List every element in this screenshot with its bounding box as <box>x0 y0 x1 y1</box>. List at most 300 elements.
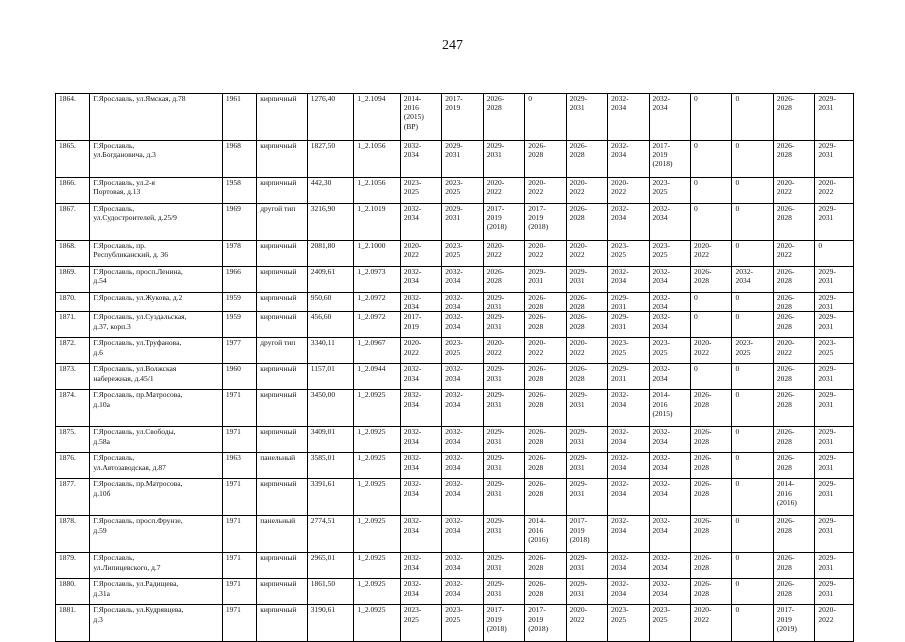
period-cell-5: 2029- 2031 <box>566 427 607 453</box>
period-cell-3: 2029- 2031 <box>483 390 524 427</box>
period-cell-10: 2026- 2028 <box>773 141 814 178</box>
period-cell-11: 2020- 2022 <box>815 178 854 204</box>
row-number-cell: 1878. <box>56 516 90 553</box>
period-cell-1: 2032- 2034 <box>400 390 441 427</box>
address-cell: Г.Ярославль, ул.Свободы, д.58а <box>90 427 222 453</box>
housing-registry-table <box>55 93 854 642</box>
code-cell: 1_2.0925 <box>354 390 401 427</box>
period-cell-9: 0 <box>732 605 773 642</box>
period-cell-11: 2029- 2031 <box>815 141 854 178</box>
period-cell-8: 2020- 2022 <box>691 241 732 267</box>
year-cell: 1971 <box>222 605 256 642</box>
period-cell-11: 2029- 2031 <box>815 427 854 453</box>
wall-type-cell: кирпичный <box>257 553 308 579</box>
period-cell-11: 2029- 2031 <box>815 267 854 293</box>
period-cell-6: 2032- 2034 <box>608 427 649 453</box>
period-cell-6: 2032- 2034 <box>608 141 649 178</box>
period-cell-4: 2026- 2028 <box>525 312 566 338</box>
period-cell-10: 2026- 2028 <box>773 516 814 553</box>
period-cell-7: 2032- 2034 <box>649 312 690 338</box>
row-number-cell: 1880. <box>56 579 90 605</box>
period-cell-1: 2020- 2022 <box>400 241 441 267</box>
code-cell: 1_2.0967 <box>354 338 401 364</box>
year-cell: 1959 <box>222 293 256 312</box>
period-cell-5: 2020- 2022 <box>566 178 607 204</box>
table-row <box>56 553 854 579</box>
year-cell: 1963 <box>222 453 256 479</box>
period-cell-10: 2026- 2028 <box>773 293 814 312</box>
period-cell-4: 2020- 2022 <box>525 241 566 267</box>
period-cell-5: 2029- 2031 <box>566 94 607 141</box>
year-cell: 1971 <box>222 390 256 427</box>
period-cell-5: 2029- 2031 <box>566 390 607 427</box>
period-cell-7: 2032- 2034 <box>649 479 690 516</box>
period-cell-1: 2014- 2016 (2015) (ВР) <box>400 94 441 141</box>
period-cell-3: 2029- 2031 <box>483 553 524 579</box>
code-cell: 1_2.1000 <box>354 241 401 267</box>
period-cell-4: 2026- 2028 <box>525 427 566 453</box>
row-number-cell: 1874. <box>56 390 90 427</box>
period-cell-2: 2032- 2034 <box>442 553 483 579</box>
period-cell-7: 2032- 2034 <box>649 94 690 141</box>
period-cell-5: 2017- 2019 (2018) <box>566 516 607 553</box>
table-row <box>56 516 854 553</box>
period-cell-7: 2023- 2025 <box>649 338 690 364</box>
period-cell-10: 2026- 2028 <box>773 390 814 427</box>
code-cell: 1_2.1056 <box>354 178 401 204</box>
period-cell-4: 2017- 2019 (2018) <box>525 605 566 642</box>
table-row <box>56 267 854 293</box>
area-cell: 3450,00 <box>307 390 354 427</box>
table-row <box>56 338 854 364</box>
period-cell-3: 2029- 2031 <box>483 579 524 605</box>
code-cell: 1_2.0925 <box>354 479 401 516</box>
area-cell: 2774,51 <box>307 516 354 553</box>
period-cell-3: 2029- 2031 <box>483 516 524 553</box>
period-cell-7: 2032- 2034 <box>649 453 690 479</box>
table-row <box>56 204 854 241</box>
period-cell-7: 2032- 2034 <box>649 579 690 605</box>
period-cell-7: 2023- 2025 <box>649 241 690 267</box>
period-cell-7: 2017- 2019 (2018) <box>649 141 690 178</box>
period-cell-6: 2029- 2031 <box>608 364 649 390</box>
period-cell-11: 2020- 2022 <box>815 605 854 642</box>
table-row <box>56 364 854 390</box>
address-cell: Г.Ярославль, ул.Жукова, д.2 <box>90 293 222 312</box>
period-cell-11: 2023- 2025 <box>815 338 854 364</box>
year-cell: 1971 <box>222 553 256 579</box>
period-cell-1: 2032- 2034 <box>400 553 441 579</box>
address-cell: Г.Ярославль, пр.Матросова, д.10б <box>90 479 222 516</box>
period-cell-11: 2029- 2031 <box>815 553 854 579</box>
period-cell-3: 2029- 2031 <box>483 364 524 390</box>
period-cell-3: 2026- 2028 <box>483 94 524 141</box>
period-cell-10: 2014- 2016 (2016) <box>773 479 814 516</box>
area-cell: 3190,61 <box>307 605 354 642</box>
period-cell-8: 0 <box>691 293 732 312</box>
period-cell-3: 2026- 2028 <box>483 267 524 293</box>
period-cell-7: 2032- 2034 <box>649 516 690 553</box>
area-cell: 456,60 <box>307 312 354 338</box>
period-cell-9: 0 <box>732 390 773 427</box>
period-cell-8: 2026- 2028 <box>691 390 732 427</box>
area-cell: 1861,50 <box>307 579 354 605</box>
code-cell: 1_2.1094 <box>354 94 401 141</box>
period-cell-2: 2023- 2025 <box>442 178 483 204</box>
period-cell-5: 2029- 2031 <box>566 553 607 579</box>
row-number-cell: 1867. <box>56 204 90 241</box>
period-cell-8: 2020- 2022 <box>691 605 732 642</box>
period-cell-7: 2032- 2034 <box>649 204 690 241</box>
period-cell-2: 2032- 2034 <box>442 364 483 390</box>
period-cell-2: 2023- 2025 <box>442 338 483 364</box>
year-cell: 1958 <box>222 178 256 204</box>
period-cell-6: 2032- 2034 <box>608 204 649 241</box>
address-cell: Г.Ярославль, ул.Волжская набережная, д.45/1 <box>90 364 222 390</box>
period-cell-11: 2029- 2031 <box>815 579 854 605</box>
address-cell: Г.Ярославль, ул.Богдановича, д.3 <box>90 141 222 178</box>
period-cell-2: 2032- 2034 <box>442 516 483 553</box>
period-cell-6: 2032- 2034 <box>608 579 649 605</box>
row-number-cell: 1872. <box>56 338 90 364</box>
period-cell-1: 2023- 2025 <box>400 178 441 204</box>
period-cell-7: 2014- 2016 (2015) <box>649 390 690 427</box>
period-cell-1: 2032- 2034 <box>400 293 441 312</box>
area-cell: 3409,01 <box>307 427 354 453</box>
row-number-cell: 1868. <box>56 241 90 267</box>
code-cell: 1_2.0925 <box>354 453 401 479</box>
code-cell: 1_2.0972 <box>354 293 401 312</box>
area-cell: 442,30 <box>307 178 354 204</box>
address-cell: Г.Ярославль, ул.Липицевского, д.7 <box>90 553 222 579</box>
period-cell-6: 2032- 2034 <box>608 479 649 516</box>
period-cell-10: 2020- 2022 <box>773 178 814 204</box>
period-cell-3: 2029- 2031 <box>483 293 524 312</box>
wall-type-cell: кирпичный <box>257 293 308 312</box>
period-cell-4: 2014- 2016 (2016) <box>525 516 566 553</box>
area-cell: 3391,61 <box>307 479 354 516</box>
area-cell: 1157,01 <box>307 364 354 390</box>
code-cell: 1_2.1019 <box>354 204 401 241</box>
row-number-cell: 1869. <box>56 267 90 293</box>
period-cell-11: 2029- 2031 <box>815 94 854 141</box>
table-row <box>56 94 854 141</box>
address-cell: Г.Ярославль, ул.Труфанова, д.6 <box>90 338 222 364</box>
table-row <box>56 390 854 427</box>
area-cell: 950,60 <box>307 293 354 312</box>
period-cell-2: 2029- 2031 <box>442 204 483 241</box>
period-cell-9: 0 <box>732 312 773 338</box>
period-cell-6: 2020- 2022 <box>608 178 649 204</box>
period-cell-4: 2017- 2019 (2018) <box>525 204 566 241</box>
period-cell-6: 2032- 2034 <box>608 553 649 579</box>
table-row <box>56 178 854 204</box>
year-cell: 1969 <box>222 204 256 241</box>
area-cell: 3216,90 <box>307 204 354 241</box>
wall-type-cell: кирпичный <box>257 479 308 516</box>
period-cell-4: 2026- 2028 <box>525 141 566 178</box>
period-cell-3: 2017- 2019 (2018) <box>483 204 524 241</box>
area-cell: 3585,01 <box>307 453 354 479</box>
period-cell-4: 2026- 2028 <box>525 553 566 579</box>
code-cell: 1_2.0944 <box>354 364 401 390</box>
period-cell-8: 2026- 2028 <box>691 267 732 293</box>
area-cell: 2965,01 <box>307 553 354 579</box>
period-cell-2: 2023- 2025 <box>442 241 483 267</box>
year-cell: 1978 <box>222 241 256 267</box>
period-cell-11: 2029- 2031 <box>815 479 854 516</box>
row-number-cell: 1877. <box>56 479 90 516</box>
period-cell-4: 2026- 2028 <box>525 390 566 427</box>
period-cell-6: 2029- 2031 <box>608 312 649 338</box>
period-cell-10: 2026- 2028 <box>773 204 814 241</box>
period-cell-10: 2017- 2019 (2019) <box>773 605 814 642</box>
period-cell-3: 2020- 2022 <box>483 178 524 204</box>
address-cell: Г.Ярославль, ул.Радищева, д.31а <box>90 579 222 605</box>
period-cell-2: 2029- 2031 <box>442 141 483 178</box>
period-cell-2: 2032- 2034 <box>442 293 483 312</box>
wall-type-cell: другой тип <box>257 338 308 364</box>
period-cell-2: 2032- 2034 <box>442 390 483 427</box>
period-cell-4: 2026- 2028 <box>525 293 566 312</box>
year-cell: 1977 <box>222 338 256 364</box>
period-cell-9: 2032- 2034 <box>732 267 773 293</box>
period-cell-2: 2032- 2034 <box>442 267 483 293</box>
period-cell-10: 2026- 2028 <box>773 94 814 141</box>
period-cell-8: 2026- 2028 <box>691 516 732 553</box>
period-cell-9: 0 <box>732 479 773 516</box>
code-cell: 1_2.0925 <box>354 605 401 642</box>
row-number-cell: 1864. <box>56 94 90 141</box>
period-cell-11: 0 <box>815 241 854 267</box>
period-cell-6: 2023- 2025 <box>608 605 649 642</box>
period-cell-5: 2026- 2028 <box>566 364 607 390</box>
address-cell: Г.Ярославль, ул.Судостроителей, д.25/9 <box>90 204 222 241</box>
period-cell-3: 2029- 2031 <box>483 427 524 453</box>
period-cell-6: 2023- 2025 <box>608 241 649 267</box>
period-cell-1: 2023- 2025 <box>400 605 441 642</box>
code-cell: 1_2.0925 <box>354 427 401 453</box>
table-body <box>56 94 854 642</box>
period-cell-1: 2020- 2022 <box>400 338 441 364</box>
period-cell-6: 2032- 2034 <box>608 94 649 141</box>
period-cell-5: 2029- 2031 <box>566 267 607 293</box>
period-cell-9: 2023- 2025 <box>732 338 773 364</box>
period-cell-11: 2029- 2031 <box>815 390 854 427</box>
area-cell: 3340,11 <box>307 338 354 364</box>
period-cell-1: 2032- 2034 <box>400 204 441 241</box>
code-cell: 1_2.1056 <box>354 141 401 178</box>
period-cell-11: 2029- 2031 <box>815 204 854 241</box>
period-cell-9: 0 <box>732 516 773 553</box>
period-cell-5: 2029- 2031 <box>566 479 607 516</box>
row-number-cell: 1876. <box>56 453 90 479</box>
period-cell-8: 2026- 2028 <box>691 579 732 605</box>
area-cell: 2409,61 <box>307 267 354 293</box>
period-cell-2: 2017- 2019 <box>442 94 483 141</box>
period-cell-4: 2026- 2028 <box>525 579 566 605</box>
table-row <box>56 479 854 516</box>
period-cell-5: 2026- 2028 <box>566 141 607 178</box>
wall-type-cell: панельный <box>257 453 308 479</box>
period-cell-2: 2032- 2034 <box>442 479 483 516</box>
period-cell-10: 2026- 2028 <box>773 267 814 293</box>
address-cell: Г.Ярославль, ул.2-я Портовая, д.13 <box>90 178 222 204</box>
period-cell-11: 2029- 2031 <box>815 516 854 553</box>
period-cell-3: 2029- 2031 <box>483 312 524 338</box>
period-cell-4: 2026- 2028 <box>525 364 566 390</box>
period-cell-1: 2017- 2019 <box>400 312 441 338</box>
code-cell: 1_2.0925 <box>354 516 401 553</box>
period-cell-2: 2032- 2034 <box>442 427 483 453</box>
period-cell-1: 2032- 2034 <box>400 427 441 453</box>
period-cell-8: 0 <box>691 94 732 141</box>
address-cell: Г.Ярославль, ул.Суздальская, д.37, корп.3 <box>90 312 222 338</box>
year-cell: 1966 <box>222 267 256 293</box>
period-cell-4: 2020- 2022 <box>525 178 566 204</box>
period-cell-9: 0 <box>732 553 773 579</box>
row-number-cell: 1881. <box>56 605 90 642</box>
table-row <box>56 293 854 312</box>
wall-type-cell: кирпичный <box>257 312 308 338</box>
period-cell-8: 0 <box>691 364 732 390</box>
row-number-cell: 1873. <box>56 364 90 390</box>
period-cell-1: 2032- 2034 <box>400 579 441 605</box>
period-cell-1: 2032- 2034 <box>400 364 441 390</box>
page-number: 247 <box>442 38 463 53</box>
wall-type-cell: кирпичный <box>257 241 308 267</box>
period-cell-1: 2032- 2034 <box>400 516 441 553</box>
year-cell: 1971 <box>222 427 256 453</box>
period-cell-6: 2023- 2025 <box>608 338 649 364</box>
period-cell-5: 2026- 2028 <box>566 204 607 241</box>
period-cell-10: 2026- 2028 <box>773 553 814 579</box>
period-cell-10: 2026- 2028 <box>773 453 814 479</box>
period-cell-7: 2032- 2034 <box>649 427 690 453</box>
period-cell-7: 2032- 2034 <box>649 293 690 312</box>
code-cell: 1_2.0972 <box>354 312 401 338</box>
period-cell-11: 2029- 2031 <box>815 293 854 312</box>
wall-type-cell: кирпичный <box>257 390 308 427</box>
row-number-cell: 1875. <box>56 427 90 453</box>
wall-type-cell: панельный <box>257 516 308 553</box>
period-cell-7: 2023- 2025 <box>649 178 690 204</box>
period-cell-8: 0 <box>691 312 732 338</box>
period-cell-3: 2029- 2031 <box>483 141 524 178</box>
row-number-cell: 1870. <box>56 293 90 312</box>
row-number-cell: 1871. <box>56 312 90 338</box>
period-cell-11: 2029- 2031 <box>815 453 854 479</box>
wall-type-cell: кирпичный <box>257 267 308 293</box>
period-cell-7: 2032- 2034 <box>649 267 690 293</box>
year-cell: 1961 <box>222 94 256 141</box>
period-cell-7: 2023- 2025 <box>649 605 690 642</box>
row-number-cell: 1866. <box>56 178 90 204</box>
period-cell-9: 0 <box>732 364 773 390</box>
period-cell-8: 2026- 2028 <box>691 479 732 516</box>
table-row <box>56 241 854 267</box>
row-number-cell: 1865. <box>56 141 90 178</box>
address-cell: Г.Ярославль, ул.Автозаводская, д.87 <box>90 453 222 479</box>
address-cell: Г.Ярославль, пр.Матросова, д.10а <box>90 390 222 427</box>
period-cell-9: 0 <box>732 453 773 479</box>
period-cell-2: 2032- 2034 <box>442 453 483 479</box>
period-cell-5: 2020- 2022 <box>566 338 607 364</box>
period-cell-5: 2026- 2028 <box>566 312 607 338</box>
period-cell-9: 0 <box>732 241 773 267</box>
period-cell-9: 0 <box>732 141 773 178</box>
wall-type-cell: кирпичный <box>257 364 308 390</box>
table-row <box>56 579 854 605</box>
period-cell-3: 2020- 2022 <box>483 338 524 364</box>
area-cell: 1827,50 <box>307 141 354 178</box>
period-cell-8: 2026- 2028 <box>691 453 732 479</box>
year-cell: 1971 <box>222 579 256 605</box>
area-cell: 1276,40 <box>307 94 354 141</box>
period-cell-6: 2032- 2034 <box>608 453 649 479</box>
period-cell-4: 2026- 2028 <box>525 453 566 479</box>
table-row <box>56 312 854 338</box>
period-cell-1: 2032- 2034 <box>400 141 441 178</box>
wall-type-cell: кирпичный <box>257 427 308 453</box>
row-number-cell: 1879. <box>56 553 90 579</box>
wall-type-cell: кирпичный <box>257 605 308 642</box>
address-cell: Г.Ярославль, пр. Республиканский, д. 36 <box>90 241 222 267</box>
address-cell: Г.Ярославль, просп.Ленина, д.54 <box>90 267 222 293</box>
period-cell-3: 2029- 2031 <box>483 479 524 516</box>
period-cell-5: 2026- 2028 <box>566 293 607 312</box>
table-row <box>56 453 854 479</box>
period-cell-8: 2026- 2028 <box>691 553 732 579</box>
period-cell-10: 2026- 2028 <box>773 427 814 453</box>
period-cell-5: 2029- 2031 <box>566 579 607 605</box>
period-cell-10: 2026- 2028 <box>773 364 814 390</box>
wall-type-cell: кирпичный <box>257 579 308 605</box>
period-cell-5: 2029- 2031 <box>566 453 607 479</box>
year-cell: 1971 <box>222 479 256 516</box>
period-cell-1: 2032- 2034 <box>400 479 441 516</box>
wall-type-cell: кирпичный <box>257 178 308 204</box>
period-cell-2: 2032- 2034 <box>442 579 483 605</box>
period-cell-9: 0 <box>732 293 773 312</box>
wall-type-cell: другой тип <box>257 204 308 241</box>
period-cell-4: 2029- 2031 <box>525 267 566 293</box>
period-cell-9: 0 <box>732 427 773 453</box>
table-row <box>56 605 854 642</box>
period-cell-9: 0 <box>732 579 773 605</box>
period-cell-1: 2032- 2034 <box>400 453 441 479</box>
code-cell: 1_2.0925 <box>354 579 401 605</box>
period-cell-9: 0 <box>732 94 773 141</box>
address-cell: Г.Ярославль, просп.Фрунзе, д.59 <box>90 516 222 553</box>
area-cell: 2081,80 <box>307 241 354 267</box>
table-row <box>56 427 854 453</box>
period-cell-6: 2029- 2031 <box>608 293 649 312</box>
period-cell-3: 2029- 2031 <box>483 453 524 479</box>
year-cell: 1960 <box>222 364 256 390</box>
year-cell: 1959 <box>222 312 256 338</box>
period-cell-1: 2032- 2034 <box>400 267 441 293</box>
period-cell-8: 0 <box>691 204 732 241</box>
period-cell-5: 2020- 2022 <box>566 605 607 642</box>
period-cell-3: 2020- 2022 <box>483 241 524 267</box>
period-cell-10: 2026- 2028 <box>773 579 814 605</box>
period-cell-10: 2026- 2028 <box>773 312 814 338</box>
period-cell-10: 2020- 2022 <box>773 338 814 364</box>
code-cell: 1_2.0925 <box>354 553 401 579</box>
period-cell-8: 0 <box>691 141 732 178</box>
period-cell-11: 2029- 2031 <box>815 364 854 390</box>
